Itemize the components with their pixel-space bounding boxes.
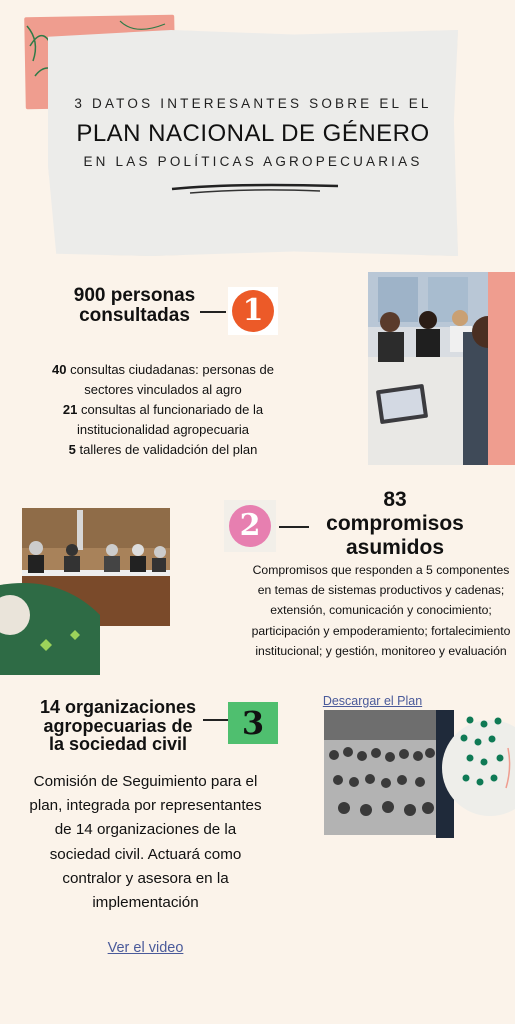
section1-item-count: 21 [62,402,78,417]
section2-title-line1: compromisos [326,512,464,535]
section1-item-count: 5 [68,442,76,457]
pink-strip-decoration [488,272,515,465]
watch-video-link[interactable]: Ver el video [107,940,184,956]
group-photo [324,710,438,835]
section3-connector [203,719,230,721]
section1-item [28,360,298,400]
section1-item-text: consultas ciudadanas: personas de sectores vinculados al agro [66,362,274,397]
section3-title-line3: la sociedad civil [48,734,188,754]
section1-item [28,400,298,440]
section3-title-line2: agropecuarias de [43,715,193,736]
number-badge-2-label: 2 [229,505,271,547]
green-dots-decoration [440,708,515,828]
section1-item-text: consultas al funcionariado de la institucionalidad agropecuaria [76,402,264,437]
download-plan-link[interactable]: Descargar el Plan [322,694,423,708]
page-title: PLAN NACIONAL DE GÉNERO [76,120,430,147]
section1-item [28,440,298,460]
section1-connector [200,311,226,313]
section1-item-count: 40 [52,362,67,377]
section2-title-line2: asumidos [345,536,445,559]
header-subtitle: EN LAS POLÍTICAS AGROPECUARIAS [83,154,423,169]
section2-count: 83 [383,488,407,511]
brush-stroke-decoration [170,180,340,198]
number-badge-1 [228,287,278,335]
green-leaf-decoration [0,575,100,675]
section3-title-line1: 14 organizaciones [39,697,197,717]
section1-title [52,286,217,326]
header-kicker: 3 DATOS INTERESANTES SOBRE EL EL [74,96,432,111]
section1-title-line2: consultadas [79,305,190,326]
number-badge-3: 3 [228,702,278,744]
section1-details [28,360,298,460]
number-badge-1-label: 1 [232,290,274,332]
section2-description: Compromisos que responden a 5 componentes en temas de sistemas productivos y cadenas; extensión, comunicación y conocimiento; participación y empoderamiento; fortalecimiento institucional; y gestión, monitoreo y evaluación [251,563,511,658]
number-badge-2 [224,500,276,552]
section3-title [28,698,208,754]
section2-title [300,512,490,560]
section1-item-text: talleres de validadción del plan [75,442,258,457]
section3-description: Comisión de Seguimiento para el plan, integrada por representantes de 14 organizaciones de la sociedad civil. Actuará como contralor y asesora en la implementación [29,773,262,912]
section1-title-line1: 900 personas [73,285,196,306]
